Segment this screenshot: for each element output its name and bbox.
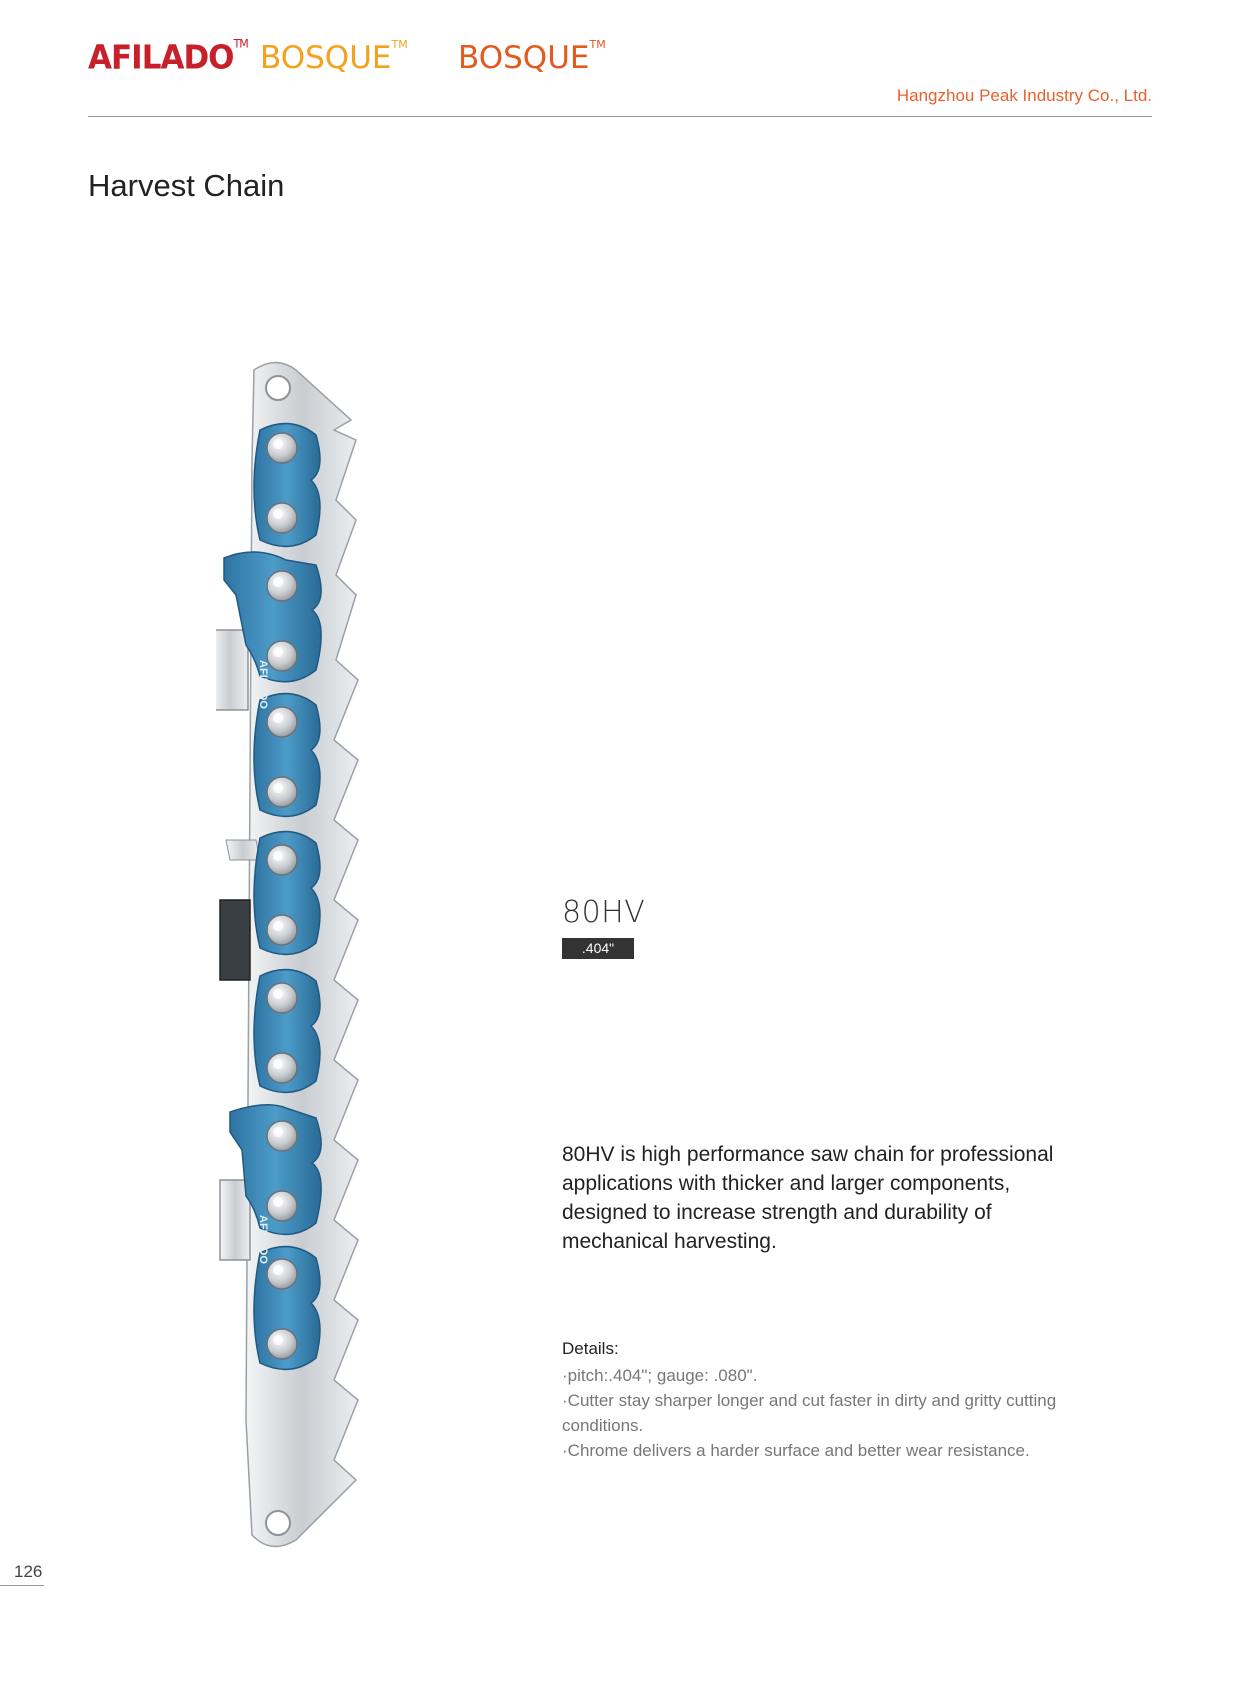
details-item: ·Cutter stay sharper longer and cut faster in dirty and gritty cutting conditions. [562, 1391, 1057, 1435]
bosque-orange-logo: BOSQUE™ [458, 38, 606, 76]
product-description: 80HV is high performance saw chain for professional applications with thicker and larger components, designed to increase strength and durability of mechanical harvesting. [562, 1143, 1054, 1253]
afilado-logo: AFILADO™ [88, 37, 248, 77]
page-number: 126 [14, 1562, 43, 1581]
saw-chain-image [216, 360, 396, 1550]
page-title: Harvest Chain [88, 168, 285, 203]
details-item: ·Chrome delivers a harder surface and better wear resistance. [562, 1441, 1030, 1460]
details-list [562, 1363, 1082, 1463]
product-model: 80HV [562, 895, 646, 930]
details-item: ·pitch:.404"; gauge: .080". [562, 1366, 758, 1385]
company-name: Hangzhou Peak Industry Co., Ltd. [896, 86, 1152, 105]
cutter-brand-mark: AFILADO [257, 660, 269, 709]
details-heading: Details: [562, 1339, 619, 1358]
page-number-rule [0, 1585, 44, 1586]
bosque-yellow-logo: BOSQUE™ [260, 38, 408, 76]
pitch-badge: .404" [562, 938, 634, 959]
cutter-brand-mark: AFILADO [257, 1215, 269, 1264]
header-divider [88, 116, 1152, 117]
